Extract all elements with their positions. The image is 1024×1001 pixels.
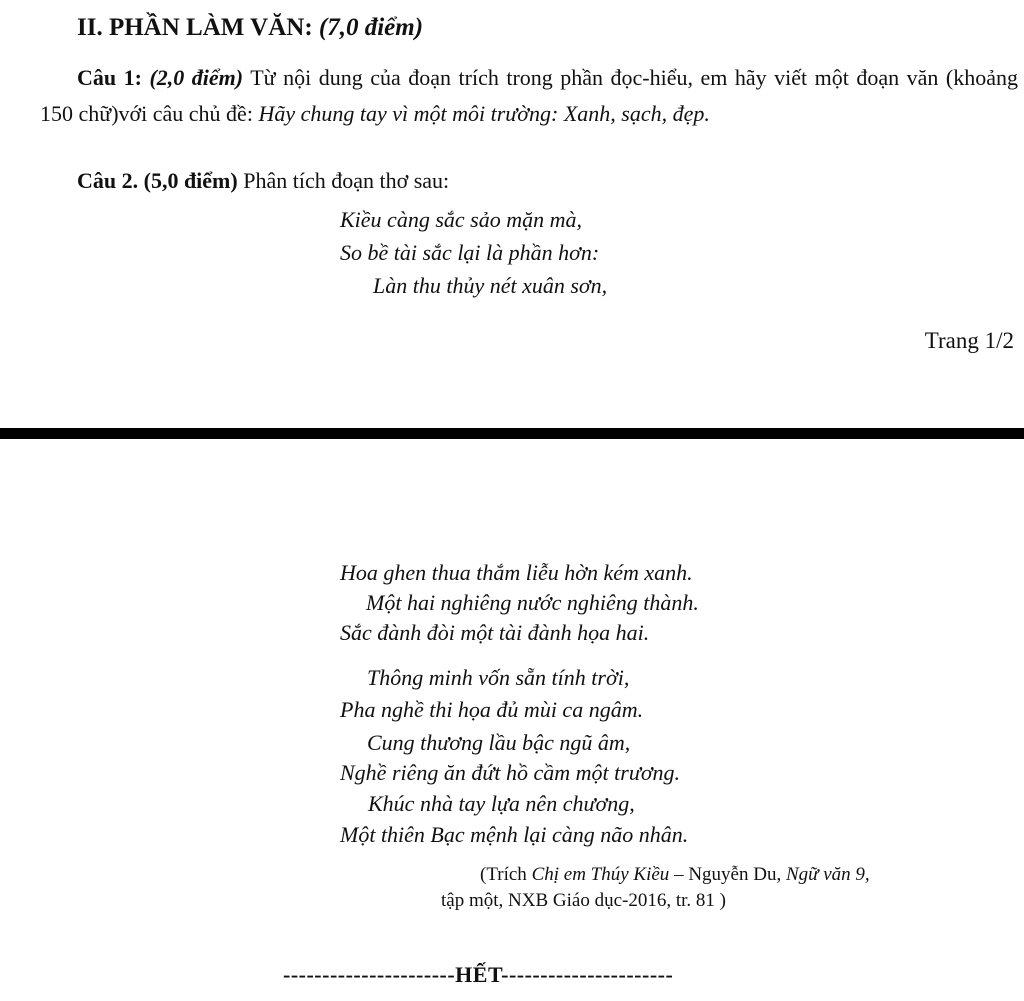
section-title-text: II. PHẦN LÀM VĂN:	[77, 14, 313, 41]
poem-line: Khúc nhà tay lựa nên chương,	[368, 791, 635, 816]
citation-line-2: tập một, NXB Giáo dục-2016, tr. 81 )	[441, 890, 726, 911]
poem-line: Cung thương lầu bậc ngũ âm,	[367, 730, 631, 755]
question-1-points: (2,0 điểm)	[149, 65, 244, 90]
question-1-text: Từ nội dung của đoạn trích trong phần đọc-hiểu, em hãy viết một đoạn văn (khoảng 150 chữ)với câu chủ đề:	[40, 65, 1019, 126]
citation-line-1	[480, 864, 870, 886]
citation-prefix: (Trích	[480, 864, 532, 885]
poem-line: Một thiên Bạc mệnh lại càng não nhân.	[340, 822, 689, 847]
section-title	[77, 14, 423, 42]
question-2	[77, 166, 449, 196]
question-1-label: Câu 1:	[77, 65, 142, 90]
poem-line: Nghề riêng ăn đứt hồ cầm một trương.	[340, 760, 681, 785]
question-1	[40, 60, 1018, 132]
question-2-label: Câu 2. (5,0 điểm)	[77, 168, 238, 193]
poem-line: Sắc đành đòi một tài đành họa hai.	[340, 620, 650, 645]
poem-line: Làn thu thủy nét xuân sơn,	[373, 273, 608, 298]
citation-work: Chị em Thúy Kiều	[531, 864, 670, 885]
poem-line: Hoa ghen thua thắm liễu hờn kém xanh.	[340, 560, 693, 585]
page-number: Trang 1/2	[924, 328, 1014, 353]
citation-author: – Nguyễn Du,	[669, 864, 786, 885]
citation-book: Ngữ văn 9,	[785, 864, 870, 885]
poem-line: Pha nghề thi họa đủ mùi ca ngâm.	[340, 697, 644, 722]
question-2-text: Phân tích đoạn thơ sau:	[243, 168, 450, 193]
poem-line: Một hai nghiêng nước nghiêng thành.	[366, 590, 699, 615]
poem-line: Thông minh vốn sẵn tính trời,	[367, 665, 630, 690]
poem-line: Kiều càng sắc sảo mặn mà,	[340, 207, 582, 232]
section-points: (7,0 điểm)	[318, 14, 424, 41]
page-divider	[0, 428, 1024, 439]
poem-line: So bề tài sắc lại là phần hơn:	[340, 240, 600, 265]
question-1-topic: Hãy chung tay vì một môi trường: Xanh, sạch, đẹp.	[258, 101, 710, 126]
end-marker: ----------------------HẾT----------------------	[283, 962, 674, 987]
